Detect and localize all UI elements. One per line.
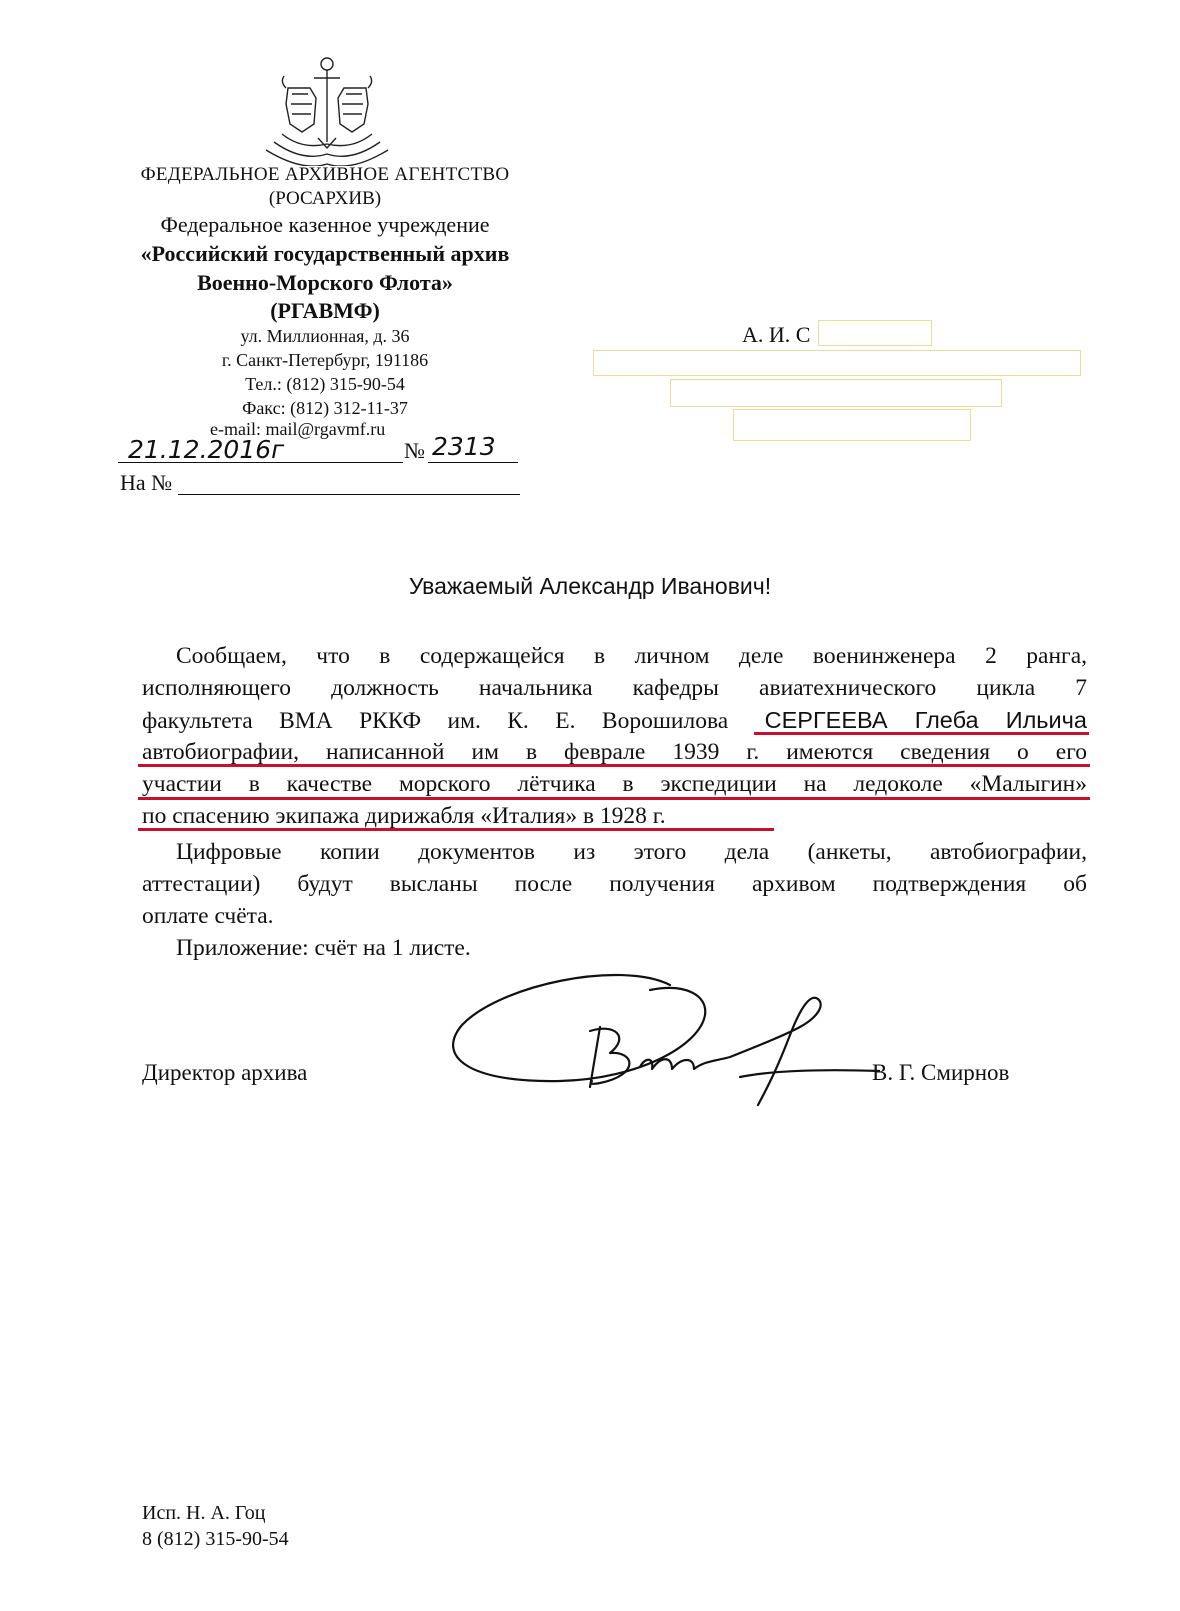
paragraph-line: Сообщаем, что в содержащейся в личном деле военинженера 2 ранга, — [176, 643, 1087, 669]
red-underline — [138, 764, 1090, 767]
archive-email: e-mail: mail@rgavmf.ru — [210, 419, 386, 439]
redacted-box — [593, 350, 1081, 376]
paragraph-line: Цифровые копии документов из этого дела (анкеты, автобиографии, — [176, 839, 1087, 865]
highlighted-person-name: СЕРГЕЕВА Глеба Ильича — [764, 707, 1087, 733]
number-line — [428, 462, 518, 463]
red-underline — [754, 732, 1089, 735]
signatory-name: В. Г. Смирнов — [872, 1060, 1010, 1085]
letter-greeting: Уважаемый Александр Иванович! — [408, 573, 772, 599]
archive-abbreviation: (РГАВМФ) — [270, 298, 380, 323]
agency-name: ФЕДЕРАЛЬНОЕ АРХИВНОЕ АГЕНТСТВО — [140, 164, 510, 185]
archive-city: г. Санкт-Петербург, 191186 — [221, 350, 429, 370]
paragraph-line: участии в качестве морского лётчика в экспедиции на ледоколе «Малыгин» — [142, 771, 1087, 797]
paragraph-line: факультета ВМА РККФ им. К. Е. Ворошилова СЕРГЕЕВА Глеба Ильича — [142, 707, 1087, 734]
redacted-box — [670, 379, 1002, 407]
archive-emblem-logo — [262, 54, 392, 166]
redacted-box — [818, 320, 932, 346]
recipient-name: А. И. С — [742, 322, 811, 347]
handwritten-signature — [440, 965, 880, 1115]
date-line — [118, 462, 403, 463]
red-underline — [138, 797, 1090, 800]
red-underline — [138, 828, 774, 831]
paragraph-line: по спасению экипажа дирижабля «Италия» в 1928 г. — [142, 803, 666, 829]
archive-name-line2: Военно-Морского Флота» — [197, 270, 453, 295]
outgoing-date: 21.12.2016г — [128, 435, 285, 464]
paragraph-line: автобиографии, написанной им в феврале 1939 г. имеются сведения о его — [142, 739, 1087, 765]
archive-address: ул. Миллионная, д. 36 — [240, 326, 410, 346]
institution-type: Федеральное казенное учреждение — [160, 212, 490, 237]
executor-block — [142, 1500, 289, 1552]
attachment-note: Приложение: счёт на 1 листе. — [176, 935, 471, 961]
paragraph-line: оплате счёта. — [142, 903, 274, 929]
outgoing-number: 2313 — [432, 432, 496, 461]
paragraph-line: аттестации) будут высланы после получения архивом подтверждения об — [142, 871, 1087, 897]
number-label: № — [404, 438, 425, 463]
archive-fax: Факс: (812) 312-11-37 — [242, 398, 408, 418]
signatory-position: Директор архива — [142, 1060, 308, 1085]
reply-to-line — [178, 494, 520, 495]
redacted-box — [733, 409, 971, 441]
executor-phone: 8 (812) 315-90-54 — [142, 1528, 289, 1550]
archive-name-line1: «Российский государственный архив — [140, 241, 510, 266]
paragraph-line: исполняющего должность начальника кафедры авиатехнического цикла 7 — [142, 675, 1087, 701]
reply-to-label: На № — [120, 470, 173, 495]
agency-abbreviation: (РОСАРХИВ) — [268, 188, 382, 209]
archive-phone: Тел.: (812) 315-90-54 — [245, 374, 405, 394]
executor-name: Исп. Н. А. Гоц — [142, 1502, 266, 1524]
